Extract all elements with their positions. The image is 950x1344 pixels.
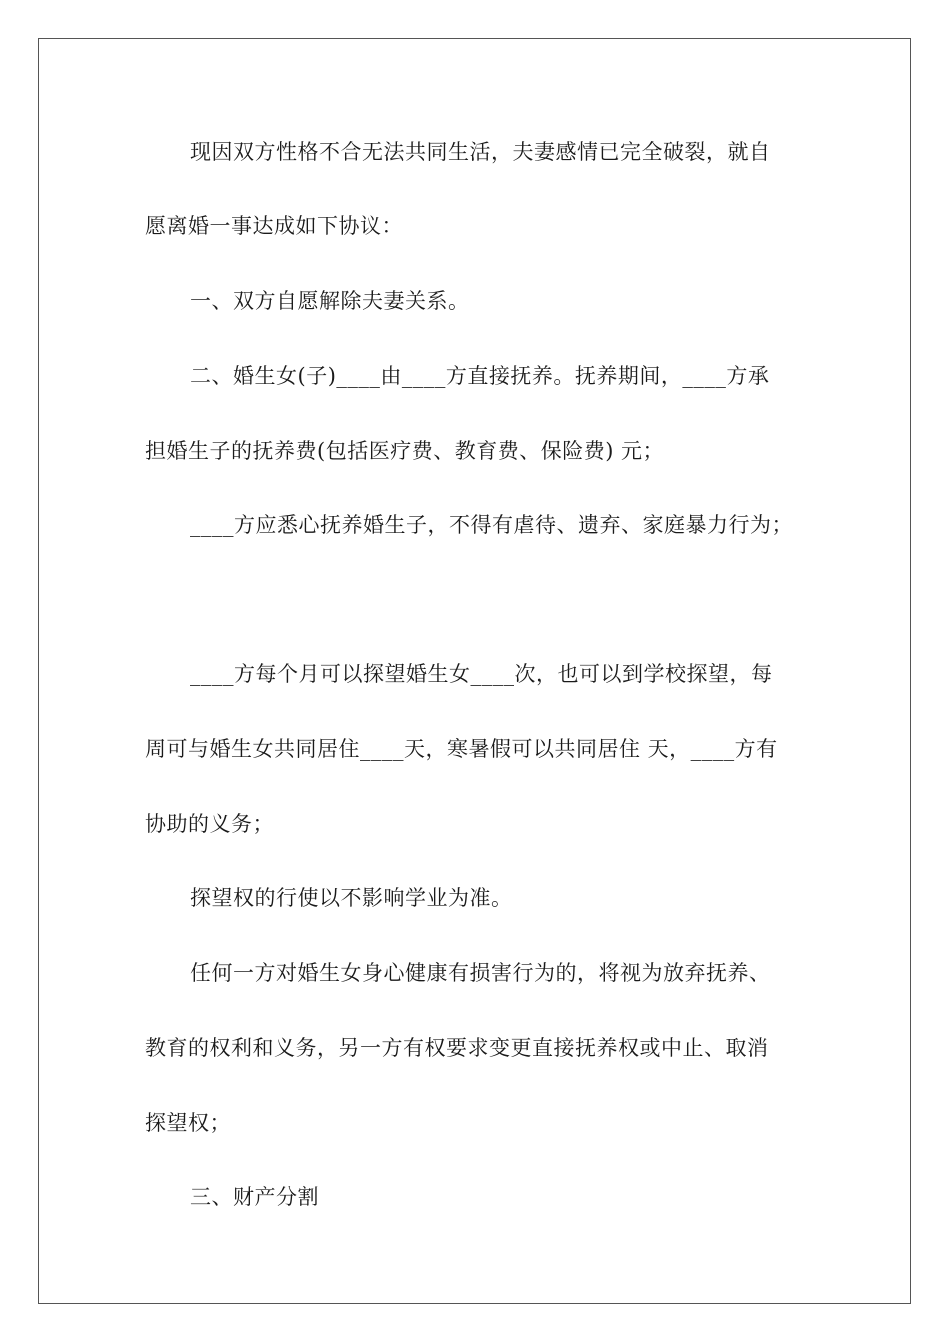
clause-1: 一、双方自愿解除夫妻关系。 xyxy=(190,289,470,313)
harm-paragraph-line-3: 探望权； xyxy=(145,1111,231,1135)
harm-paragraph-line-1: 任何一方对婚生女身心健康有损害行为的，将视为放弃抚养、 xyxy=(190,961,771,985)
visitation-condition: 探望权的行使以不影响学业为准。 xyxy=(190,886,513,910)
clause-3-heading: 三、财产分割 xyxy=(190,1185,319,1209)
paragraph-intro-line-2: 愿离婚一事达成如下协议： xyxy=(145,214,403,238)
harm-paragraph-line-2: 教育的权利和义务，另一方有权要求变更直接抚养权或中止、取消 xyxy=(145,1036,769,1060)
clause-2-line-2: 担婚生子的抚养费(包括医疗费、教育费、保险费) 元； xyxy=(145,439,665,463)
paragraph-intro-line-1: 现因双方性格不合无法共同生活，夫妻感情已完全破裂，就自 xyxy=(190,140,771,164)
visitation-line-1: ____方每个月可以探望婚生女____次，也可以到学校探望，每 xyxy=(190,662,773,686)
clause-2-line-1: 二、婚生女(子)____由____方直接抚养。抚养期间，____方承 xyxy=(190,364,770,388)
visitation-line-3: 协助的义务； xyxy=(145,812,274,836)
visitation-line-2: 周可与婚生女共同居住____天，寒暑假可以共同居住 天，____方有 xyxy=(145,737,778,761)
care-paragraph: ____方应悉心抚养婚生子，不得有虐待、遗弃、家庭暴力行为； xyxy=(190,513,793,537)
